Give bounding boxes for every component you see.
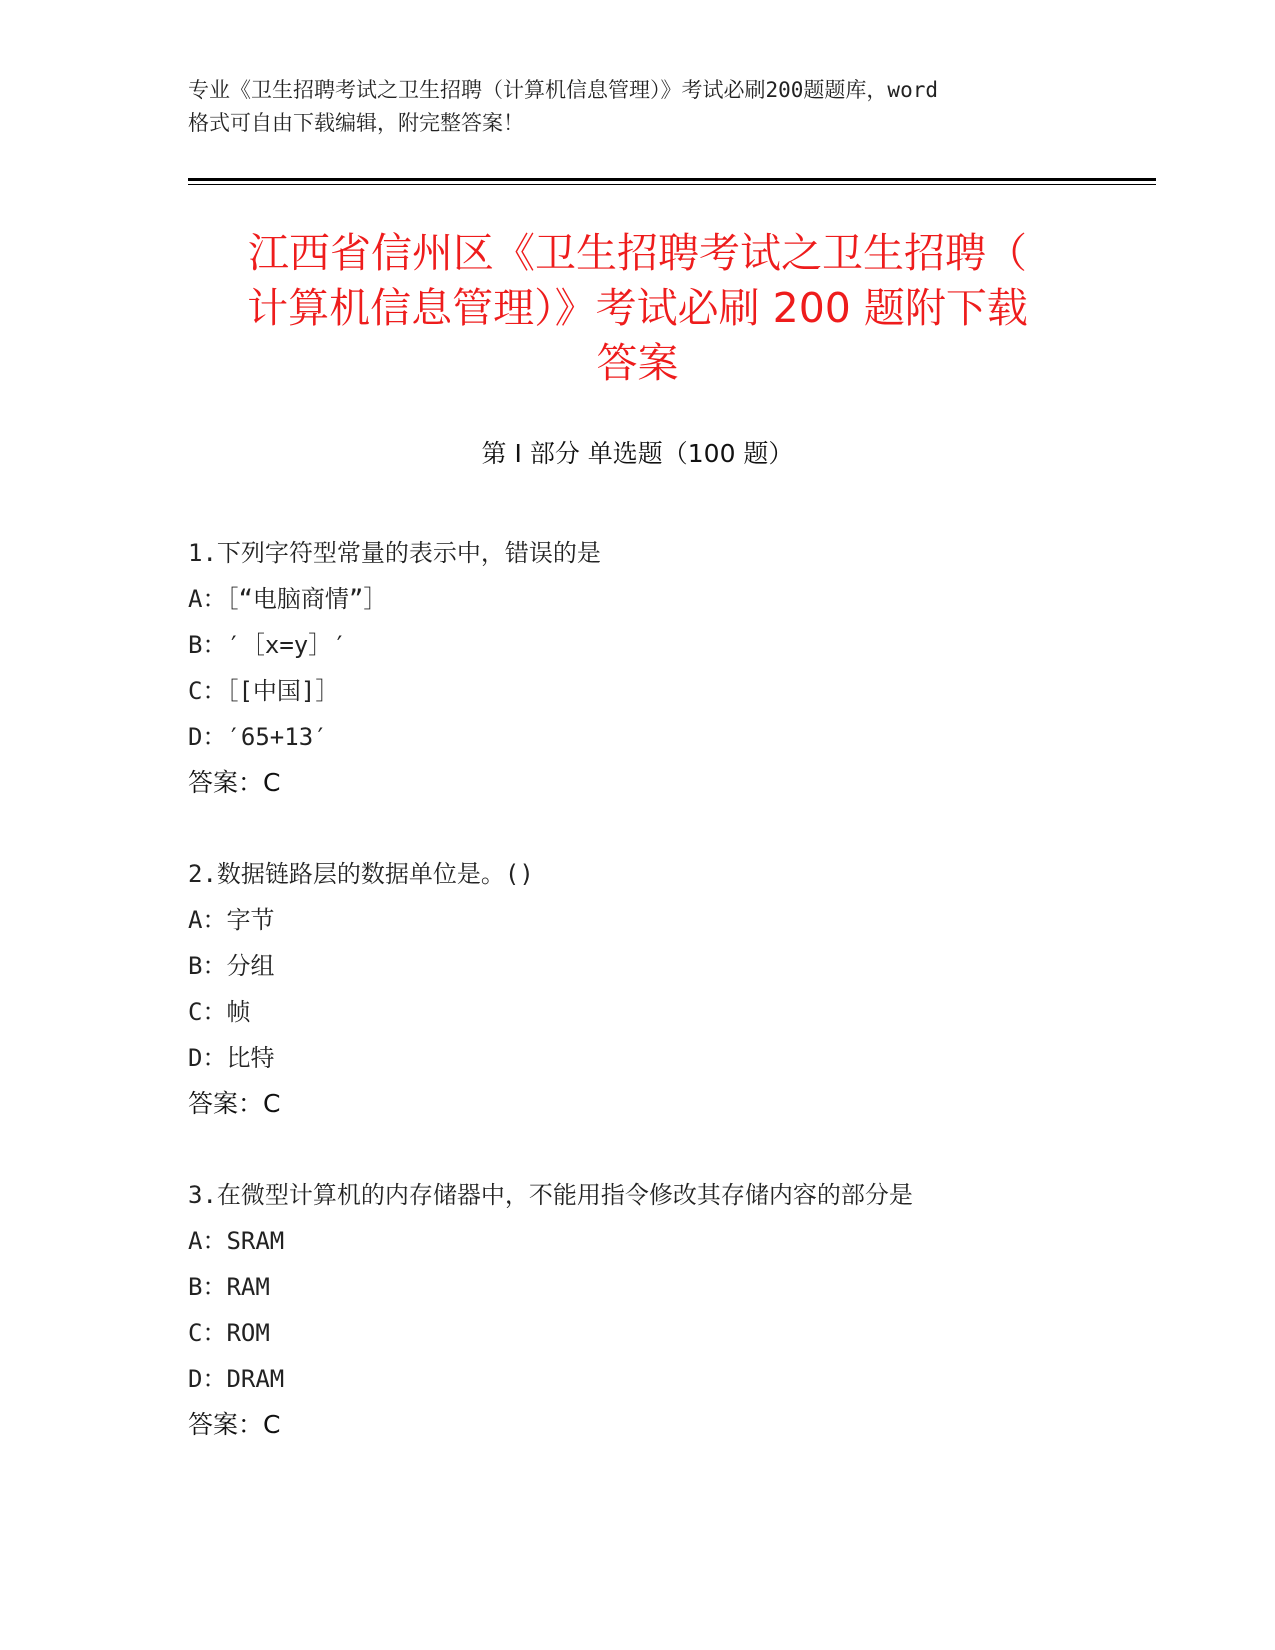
option-a: A：［“电脑商情”］ [188, 585, 388, 613]
option-d: D：′65+13′ [188, 723, 328, 751]
answer-line: 答案：C [188, 1089, 281, 1118]
option-a: A：SRAM [188, 1227, 285, 1255]
header-rule-thin [188, 184, 1156, 185]
question-stem: 1.下列字符型常量的表示中，错误的是 [188, 539, 601, 567]
question-stem: 2.数据链路层的数据单位是。() [188, 860, 534, 888]
header-note-line-2: 格式可自由下载编辑，附完整答案！ [188, 111, 524, 135]
option-d: D：DRAM [188, 1365, 285, 1393]
option-c: C：帧 [188, 998, 251, 1026]
section-title: 第 I 部分 单选题（100 题） [481, 439, 794, 468]
question-item [188, 1172, 1088, 1448]
answer-line: 答案：C [188, 768, 281, 797]
header-note [188, 74, 1088, 140]
option-b: B：RAM [188, 1273, 270, 1301]
option-c: C：［[中国]］ [188, 677, 340, 705]
question-stem: 3.在微型计算机的内存储器中，不能用指令修改其存储内容的部分是 [188, 1181, 913, 1209]
option-c: C：ROM [188, 1319, 270, 1347]
question-item [188, 530, 1088, 806]
option-d: D：比特 [188, 1044, 275, 1072]
document-title [160, 226, 1115, 391]
option-b: B：′［x=y］′ [188, 631, 347, 659]
document-title-line-1: 江西省信州区《卫生招聘考试之卫生招聘（ [248, 229, 1027, 277]
answer-line: 答案：C [188, 1410, 281, 1439]
option-b: B：分组 [188, 952, 275, 980]
header-note-line-1: 专业《卫生招聘考试之卫生招聘（计算机信息管理）》考试必刷200题题库，word [188, 78, 938, 102]
document-title-line-2: 计算机信息管理）》考试必刷 200 题附下载 [247, 284, 1028, 332]
question-item [188, 851, 1088, 1127]
header-rule-thick [188, 178, 1156, 181]
option-a: A：字节 [188, 906, 275, 934]
document-title-line-3: 答案 [596, 339, 679, 387]
